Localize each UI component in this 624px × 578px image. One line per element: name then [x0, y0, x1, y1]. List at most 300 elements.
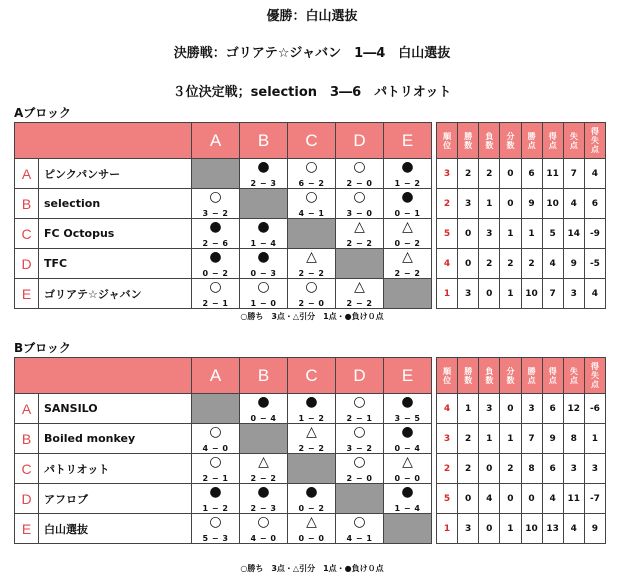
block-b-legend: ○勝ち 3点・△引分 1点・●負け０点 — [240, 564, 384, 573]
stat-value: 1 — [500, 279, 521, 309]
match-score: 2 − 6 — [202, 239, 229, 248]
match-score: 2 − 3 — [250, 179, 277, 188]
block-a-title: Aブロック — [14, 106, 72, 120]
stat-value: -5 — [584, 249, 605, 279]
stat-value: -7 — [584, 484, 605, 514]
team-row — [15, 394, 432, 424]
match-result-cell — [336, 394, 384, 424]
column-header-d: D — [336, 358, 384, 394]
stat-header-label: 負数 — [485, 366, 494, 385]
result-mark: ● — [257, 394, 270, 410]
column-header-a: A — [192, 123, 240, 159]
result-mark: △ — [354, 279, 365, 295]
header-row — [15, 358, 432, 394]
stat-value: 7 — [563, 159, 584, 189]
column-header-e: E — [384, 358, 432, 394]
match-score: 0 − 4 — [250, 414, 277, 423]
stat-value: 3 — [584, 454, 605, 484]
stat-header — [521, 123, 542, 159]
match-result-cell — [288, 249, 336, 279]
standings-row — [437, 484, 606, 514]
stat-value: 1 — [458, 394, 479, 424]
match-score: 4 − 1 — [346, 534, 373, 543]
stat-value: 4 — [542, 249, 563, 279]
column-header-b: B — [240, 123, 288, 159]
match-score: 3 − 2 — [202, 209, 229, 218]
match-score: 2 − 0 — [298, 299, 325, 308]
standings-row — [437, 424, 606, 454]
result-mark: △ — [402, 454, 413, 470]
result-mark: ● — [401, 484, 414, 500]
row-letter: D — [15, 484, 39, 514]
match-score: 2 − 0 — [346, 474, 373, 483]
match-score: 2 − 2 — [346, 299, 373, 308]
result-mark: ○ — [257, 279, 270, 295]
match-result-cell — [384, 484, 432, 514]
rank-value: 2 — [437, 454, 458, 484]
stat-value: 5 — [542, 219, 563, 249]
standings-row — [437, 514, 606, 544]
team-row — [15, 279, 432, 309]
result-mark: △ — [306, 424, 317, 440]
stat-header — [563, 358, 584, 394]
match-score: 0 − 2 — [394, 239, 421, 248]
stat-value: 2 — [458, 424, 479, 454]
stat-header — [437, 123, 458, 159]
match-score: 2 − 1 — [202, 474, 229, 483]
rank-value: 4 — [437, 394, 458, 424]
stat-value: 4 — [542, 484, 563, 514]
match-score: 0 − 4 — [394, 444, 421, 453]
stat-header — [542, 123, 563, 159]
stat-header-row — [437, 123, 606, 159]
match-score: 4 − 0 — [250, 534, 277, 543]
team-row — [15, 219, 432, 249]
match-result-cell — [288, 394, 336, 424]
stat-value: 4 — [479, 484, 500, 514]
stat-value: 0 — [479, 279, 500, 309]
match-score: 2 − 2 — [250, 474, 277, 483]
team-name: パトリオット — [39, 454, 192, 484]
stat-value: 0 — [500, 189, 521, 219]
stat-value: 8 — [563, 424, 584, 454]
result-mark: ● — [257, 159, 270, 175]
match-score: 3 − 0 — [346, 209, 373, 218]
result-mark: ● — [401, 189, 414, 205]
row-letter: B — [15, 424, 39, 454]
result-mark: ○ — [305, 189, 318, 205]
result-mark: △ — [306, 249, 317, 265]
stat-header — [479, 123, 500, 159]
result-mark: ○ — [305, 159, 318, 175]
stat-value: 0 — [458, 249, 479, 279]
header-blank-cell — [15, 358, 192, 394]
match-result-cell — [192, 454, 240, 484]
row-letter: B — [15, 189, 39, 219]
team-name: FC Octopus — [39, 219, 192, 249]
stat-value: 10 — [521, 514, 542, 544]
rank-value: 3 — [437, 159, 458, 189]
self-match-cell — [384, 279, 432, 309]
result-mark: ● — [257, 249, 270, 265]
stat-value: 2 — [500, 454, 521, 484]
result-mark: △ — [402, 249, 413, 265]
result-mark: ● — [305, 394, 318, 410]
match-result-cell — [192, 424, 240, 454]
self-match-cell — [384, 514, 432, 544]
standings-row — [437, 249, 606, 279]
stat-value: 2 — [458, 454, 479, 484]
match-result-cell — [192, 189, 240, 219]
team-name: ピンクパンサー — [39, 159, 192, 189]
column-header-d: D — [336, 123, 384, 159]
match-result-cell — [384, 454, 432, 484]
stat-header — [458, 123, 479, 159]
result-mark: ○ — [353, 189, 366, 205]
column-header-c: C — [288, 358, 336, 394]
match-score: 0 − 3 — [250, 269, 277, 278]
row-letter: C — [15, 219, 39, 249]
stat-header — [437, 358, 458, 394]
team-name: TFC — [39, 249, 192, 279]
match-score: 3 − 5 — [394, 414, 421, 423]
result-mark: ○ — [209, 454, 222, 470]
team-name: アフロブ — [39, 484, 192, 514]
stat-header-label: 得点 — [548, 366, 557, 385]
stat-value: 4 — [584, 279, 605, 309]
stat-value: 0 — [458, 219, 479, 249]
header-row — [15, 123, 432, 159]
team-name: selection — [39, 189, 192, 219]
stat-value: 3 — [563, 279, 584, 309]
result-mark: ● — [401, 424, 414, 440]
stat-value: 12 — [563, 394, 584, 424]
result-mark: △ — [306, 514, 317, 530]
stat-value: 2 — [458, 159, 479, 189]
rank-value: 2 — [437, 189, 458, 219]
stat-value: 9 — [584, 514, 605, 544]
match-result-cell — [288, 424, 336, 454]
team-row — [15, 514, 432, 544]
team-row — [15, 189, 432, 219]
stat-value: 3 — [479, 394, 500, 424]
stat-value: 0 — [500, 159, 521, 189]
final-headline: 決勝戦：ゴリアテ☆ジャバン 1―4 白山選抜 — [173, 46, 451, 61]
team-name: Boiled monkey — [39, 424, 192, 454]
result-mark: ○ — [257, 514, 270, 530]
match-result-cell — [336, 219, 384, 249]
result-mark: ● — [209, 249, 222, 265]
stat-value: 0 — [458, 484, 479, 514]
match-result-cell — [288, 189, 336, 219]
row-letter: E — [15, 514, 39, 544]
match-score: 2 − 0 — [346, 179, 373, 188]
stat-header-label: 得失点 — [590, 127, 599, 154]
result-mark: △ — [354, 219, 365, 235]
winner-headline: 優勝：白山選抜 — [266, 9, 358, 24]
stat-value: 2 — [521, 249, 542, 279]
stat-header-label: 負数 — [485, 131, 494, 150]
match-score: 1 − 0 — [250, 299, 277, 308]
stat-value: 9 — [542, 424, 563, 454]
stat-header — [521, 358, 542, 394]
row-letter: A — [15, 394, 39, 424]
stat-value: 2 — [479, 249, 500, 279]
match-score: 4 − 0 — [202, 444, 229, 453]
match-result-cell — [192, 249, 240, 279]
rank-value: 5 — [437, 484, 458, 514]
match-result-cell — [240, 159, 288, 189]
team-name: ゴリアテ☆ジャバン — [39, 279, 192, 309]
stat-value: 1 — [500, 219, 521, 249]
match-score: 5 − 3 — [202, 534, 229, 543]
match-result-cell — [240, 484, 288, 514]
team-row — [15, 159, 432, 189]
result-mark: ○ — [209, 514, 222, 530]
match-result-cell — [288, 484, 336, 514]
match-score: 6 − 2 — [298, 179, 325, 188]
result-mark: ○ — [353, 394, 366, 410]
stat-header-label: 失点 — [569, 131, 578, 150]
standings-row — [437, 279, 606, 309]
match-score: 1 − 4 — [250, 239, 277, 248]
match-score: 2 − 2 — [394, 269, 421, 278]
stat-value: 9 — [521, 189, 542, 219]
match-result-cell — [384, 159, 432, 189]
block-a-standings-table — [436, 122, 606, 309]
stat-value: 9 — [563, 249, 584, 279]
self-match-cell — [336, 249, 384, 279]
match-result-cell — [336, 279, 384, 309]
stat-value: 11 — [563, 484, 584, 514]
self-match-cell — [288, 219, 336, 249]
stat-header-label: 分数 — [506, 366, 515, 385]
match-score: 2 − 2 — [298, 444, 325, 453]
rank-value: 5 — [437, 219, 458, 249]
stat-value: -6 — [584, 394, 605, 424]
self-match-cell — [336, 484, 384, 514]
stat-value: 7 — [521, 424, 542, 454]
stat-header — [542, 358, 563, 394]
stat-value: 3 — [563, 454, 584, 484]
match-result-cell — [336, 514, 384, 544]
match-result-cell — [240, 249, 288, 279]
result-mark: ○ — [353, 424, 366, 440]
stat-value: 0 — [500, 484, 521, 514]
match-result-cell — [192, 484, 240, 514]
result-mark: △ — [402, 219, 413, 235]
match-result-cell — [384, 249, 432, 279]
result-mark: ○ — [353, 454, 366, 470]
stat-header — [479, 358, 500, 394]
stat-header — [500, 123, 521, 159]
stat-header-label: 得失点 — [590, 362, 599, 389]
stat-header-label: 順位 — [443, 366, 452, 385]
match-result-cell — [384, 219, 432, 249]
stat-value: 1 — [521, 219, 542, 249]
stat-header — [563, 123, 584, 159]
standings-row — [437, 394, 606, 424]
stat-header — [584, 123, 605, 159]
stat-value: 4 — [563, 189, 584, 219]
match-result-cell — [192, 514, 240, 544]
stat-value: 1 — [500, 424, 521, 454]
block-b-title: Bブロック — [14, 341, 71, 355]
stat-header-label: 分数 — [506, 131, 515, 150]
rank-value: 3 — [437, 424, 458, 454]
stat-value: 4 — [584, 159, 605, 189]
rank-value: 4 — [437, 249, 458, 279]
match-score: 2 − 2 — [346, 239, 373, 248]
match-score: 1 − 2 — [298, 414, 325, 423]
stat-header — [584, 358, 605, 394]
result-mark: ○ — [305, 279, 318, 295]
stat-value: 6 — [542, 454, 563, 484]
match-score: 2 − 3 — [250, 504, 277, 513]
match-score: 3 − 2 — [346, 444, 373, 453]
stat-header — [458, 358, 479, 394]
stat-value: 4 — [563, 514, 584, 544]
stat-value: 13 — [542, 514, 563, 544]
stat-value: 1 — [584, 424, 605, 454]
stat-header-label: 失点 — [569, 366, 578, 385]
result-mark: ○ — [353, 514, 366, 530]
header-blank-cell — [15, 123, 192, 159]
stat-value: 1 — [479, 424, 500, 454]
stat-value: 8 — [521, 454, 542, 484]
match-score: 0 − 2 — [202, 269, 229, 278]
stat-value: 0 — [500, 394, 521, 424]
stat-value: 10 — [542, 189, 563, 219]
team-row — [15, 249, 432, 279]
match-result-cell — [192, 219, 240, 249]
match-result-cell — [336, 424, 384, 454]
block-a-legend: ○勝ち 3点・△引分 1点・●負け０点 — [240, 312, 384, 321]
team-row — [15, 484, 432, 514]
block-a-results-table — [14, 122, 432, 309]
match-score: 1 − 2 — [394, 179, 421, 188]
self-match-cell — [192, 394, 240, 424]
match-result-cell — [240, 514, 288, 544]
result-mark: ○ — [353, 159, 366, 175]
row-letter: D — [15, 249, 39, 279]
match-result-cell — [288, 159, 336, 189]
stat-value: 6 — [584, 189, 605, 219]
third-place-headline: ３位決定戦；selection 3―6 パトリオット — [172, 85, 452, 100]
stat-value: 11 — [542, 159, 563, 189]
match-result-cell — [384, 189, 432, 219]
standings-row — [437, 219, 606, 249]
match-result-cell — [384, 424, 432, 454]
stat-value: 14 — [563, 219, 584, 249]
standings-row — [437, 159, 606, 189]
stat-value: 1 — [479, 189, 500, 219]
self-match-cell — [288, 454, 336, 484]
stat-value: 3 — [458, 279, 479, 309]
match-result-cell — [240, 454, 288, 484]
result-mark: ● — [401, 159, 414, 175]
result-mark: ○ — [209, 424, 222, 440]
rank-value: 1 — [437, 279, 458, 309]
stat-header-label: 勝数 — [464, 366, 473, 385]
standings-row — [437, 454, 606, 484]
stat-header-label: 得点 — [548, 131, 557, 150]
result-mark: ● — [257, 484, 270, 500]
block-b-standings-table — [436, 357, 606, 544]
match-score: 4 − 1 — [298, 209, 325, 218]
match-result-cell — [240, 219, 288, 249]
stat-value: 3 — [521, 394, 542, 424]
match-result-cell — [192, 279, 240, 309]
stat-value: 0 — [479, 454, 500, 484]
stat-value: 6 — [521, 159, 542, 189]
match-score: 1 − 2 — [202, 504, 229, 513]
result-mark: △ — [258, 454, 269, 470]
stat-value: 0 — [521, 484, 542, 514]
stat-header-label: 順位 — [443, 131, 452, 150]
stat-value: 3 — [458, 189, 479, 219]
stat-value: 10 — [521, 279, 542, 309]
result-mark: ● — [305, 484, 318, 500]
result-mark: ● — [257, 219, 270, 235]
stat-header-row — [437, 358, 606, 394]
team-row — [15, 454, 432, 484]
stat-value: 2 — [500, 249, 521, 279]
stat-value: -9 — [584, 219, 605, 249]
self-match-cell — [240, 189, 288, 219]
match-score: 2 − 1 — [202, 299, 229, 308]
standings-row — [437, 189, 606, 219]
stat-value: 3 — [479, 219, 500, 249]
stat-value: 0 — [479, 514, 500, 544]
row-letter: A — [15, 159, 39, 189]
match-result-cell — [336, 159, 384, 189]
column-header-e: E — [384, 123, 432, 159]
stat-value: 7 — [542, 279, 563, 309]
stat-value: 3 — [458, 514, 479, 544]
match-result-cell — [288, 279, 336, 309]
match-result-cell — [384, 394, 432, 424]
match-score: 1 − 4 — [394, 504, 421, 513]
row-letter: C — [15, 454, 39, 484]
result-mark: ● — [209, 219, 222, 235]
result-mark: ○ — [209, 279, 222, 295]
match-result-cell — [288, 514, 336, 544]
match-score: 2 − 1 — [346, 414, 373, 423]
block-b-results-table — [14, 357, 432, 544]
stat-header-label: 勝数 — [464, 131, 473, 150]
result-mark: ● — [401, 394, 414, 410]
match-score: 0 − 2 — [298, 504, 325, 513]
row-letter: E — [15, 279, 39, 309]
stat-header — [500, 358, 521, 394]
match-score: 0 − 0 — [298, 534, 325, 543]
stat-value: 6 — [542, 394, 563, 424]
stat-header-label: 勝点 — [527, 366, 536, 385]
match-result-cell — [336, 454, 384, 484]
column-header-b: B — [240, 358, 288, 394]
match-result-cell — [240, 279, 288, 309]
stat-value: 1 — [500, 514, 521, 544]
stat-value: 2 — [479, 159, 500, 189]
result-mark: ● — [209, 484, 222, 500]
self-match-cell — [240, 424, 288, 454]
team-row — [15, 424, 432, 454]
self-match-cell — [192, 159, 240, 189]
match-score: 2 − 2 — [298, 269, 325, 278]
column-header-c: C — [288, 123, 336, 159]
match-result-cell — [336, 189, 384, 219]
